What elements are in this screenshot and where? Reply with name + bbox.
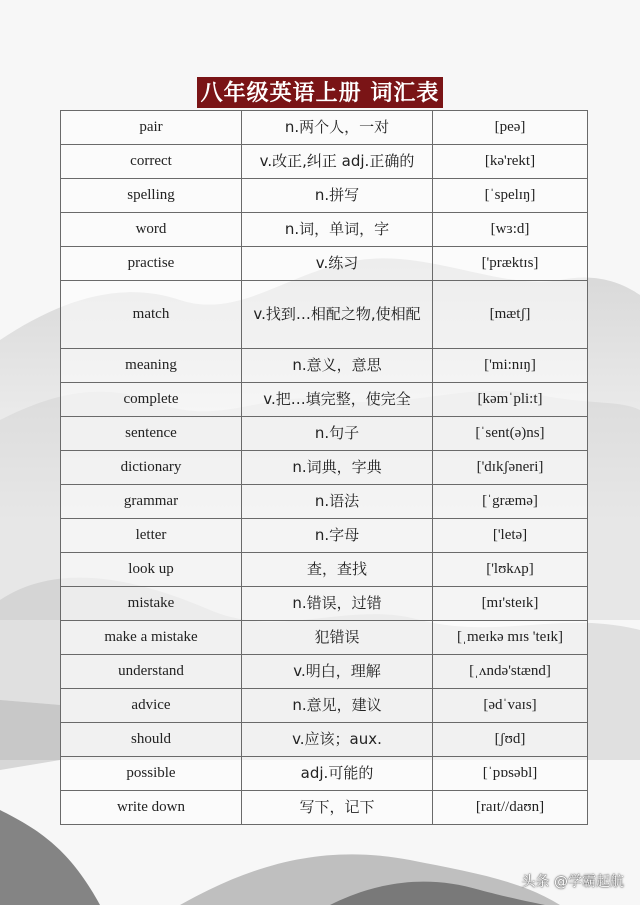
word-cell: make a mistake xyxy=(61,621,242,655)
table-row xyxy=(61,349,588,383)
table-row xyxy=(61,179,588,213)
phonetic-cell: [kəmˈpli:t] xyxy=(433,383,588,417)
phonetic-cell: [peə] xyxy=(433,111,588,145)
word-cell: meaning xyxy=(61,349,242,383)
table-row xyxy=(61,281,588,349)
page-title: 八年级英语上册 词汇表 xyxy=(197,77,444,108)
table-row xyxy=(61,519,588,553)
table-row xyxy=(61,791,588,825)
phonetic-cell: [ˈsent(ə)ns] xyxy=(433,417,588,451)
phonetic-cell: [ˈgræmə] xyxy=(433,485,588,519)
meaning-cell: n.语法 xyxy=(242,485,433,519)
meaning-cell: n.词典，字典 xyxy=(242,451,433,485)
meaning-cell: v.明白，理解 xyxy=(242,655,433,689)
phonetic-cell: ['letə] xyxy=(433,519,588,553)
word-cell: understand xyxy=(61,655,242,689)
table-row xyxy=(61,247,588,281)
meaning-cell: n.意义，意思 xyxy=(242,349,433,383)
word-cell: write down xyxy=(61,791,242,825)
phonetic-cell: [raɪt//daʊn] xyxy=(433,791,588,825)
meaning-cell: adj.可能的 xyxy=(242,757,433,791)
meaning-cell: v.应该；aux. xyxy=(242,723,433,757)
word-cell: should xyxy=(61,723,242,757)
table-row xyxy=(61,485,588,519)
table-row xyxy=(61,145,588,179)
word-cell: complete xyxy=(61,383,242,417)
meaning-cell: v.找到…相配之物,使相配 xyxy=(242,281,433,349)
phonetic-cell: [ˈpɒsəbl] xyxy=(433,757,588,791)
meaning-cell: 犯错误 xyxy=(242,621,433,655)
table-row xyxy=(61,587,588,621)
phonetic-cell: [ˈspelɪŋ] xyxy=(433,179,588,213)
meaning-cell: 查，查找 xyxy=(242,553,433,587)
phonetic-cell: [ədˈvaɪs] xyxy=(433,689,588,723)
phonetic-cell: [kə'rekt] xyxy=(433,145,588,179)
phonetic-cell: [mætʃ] xyxy=(433,281,588,349)
meaning-cell: n.两个人，一对 xyxy=(242,111,433,145)
phonetic-cell: ['præktɪs] xyxy=(433,247,588,281)
meaning-cell: v.把…填完整，使完全 xyxy=(242,383,433,417)
meaning-cell: n.句子 xyxy=(242,417,433,451)
word-cell: letter xyxy=(61,519,242,553)
word-cell: mistake xyxy=(61,587,242,621)
table-row xyxy=(61,383,588,417)
table-row xyxy=(61,689,588,723)
phonetic-cell: [mɪ'steɪk] xyxy=(433,587,588,621)
word-cell: grammar xyxy=(61,485,242,519)
meaning-cell: n.拼写 xyxy=(242,179,433,213)
phonetic-cell: ['dɪkʃəneri] xyxy=(433,451,588,485)
word-cell: match xyxy=(61,281,242,349)
word-cell: word xyxy=(61,213,242,247)
word-cell: practise xyxy=(61,247,242,281)
phonetic-cell: [ʃʊd] xyxy=(433,723,588,757)
word-cell: possible xyxy=(61,757,242,791)
meaning-cell: v.练习 xyxy=(242,247,433,281)
table-row xyxy=(61,417,588,451)
phonetic-cell: ['mi:nɪŋ] xyxy=(433,349,588,383)
word-cell: pair xyxy=(61,111,242,145)
word-cell: look up xyxy=(61,553,242,587)
table-row xyxy=(61,757,588,791)
title-wrap xyxy=(0,77,640,108)
meaning-cell: n.词，单词，字 xyxy=(242,213,433,247)
meaning-cell: n.字母 xyxy=(242,519,433,553)
table-row xyxy=(61,111,588,145)
phonetic-cell: [wɜ:d] xyxy=(433,213,588,247)
word-cell: sentence xyxy=(61,417,242,451)
vocabulary-table xyxy=(60,110,588,825)
watermark-text: 头条 @学霸起航 xyxy=(521,874,624,890)
table-row xyxy=(61,621,588,655)
meaning-cell: v.改正,纠正 adj.正确的 xyxy=(242,145,433,179)
phonetic-cell: [ˌmeɪkə mɪs 'teɪk] xyxy=(433,621,588,655)
phonetic-cell: [ˌʌndə'stænd] xyxy=(433,655,588,689)
word-cell: correct xyxy=(61,145,242,179)
word-cell: spelling xyxy=(61,179,242,213)
table-row xyxy=(61,723,588,757)
table-row xyxy=(61,451,588,485)
phonetic-cell: ['lʊkʌp] xyxy=(433,553,588,587)
word-cell: dictionary xyxy=(61,451,242,485)
table-row xyxy=(61,553,588,587)
table-row xyxy=(61,655,588,689)
meaning-cell: n.错误，过错 xyxy=(242,587,433,621)
meaning-cell: 写下，记下 xyxy=(242,791,433,825)
word-cell: advice xyxy=(61,689,242,723)
meaning-cell: n.意见，建议 xyxy=(242,689,433,723)
table-row xyxy=(61,213,588,247)
